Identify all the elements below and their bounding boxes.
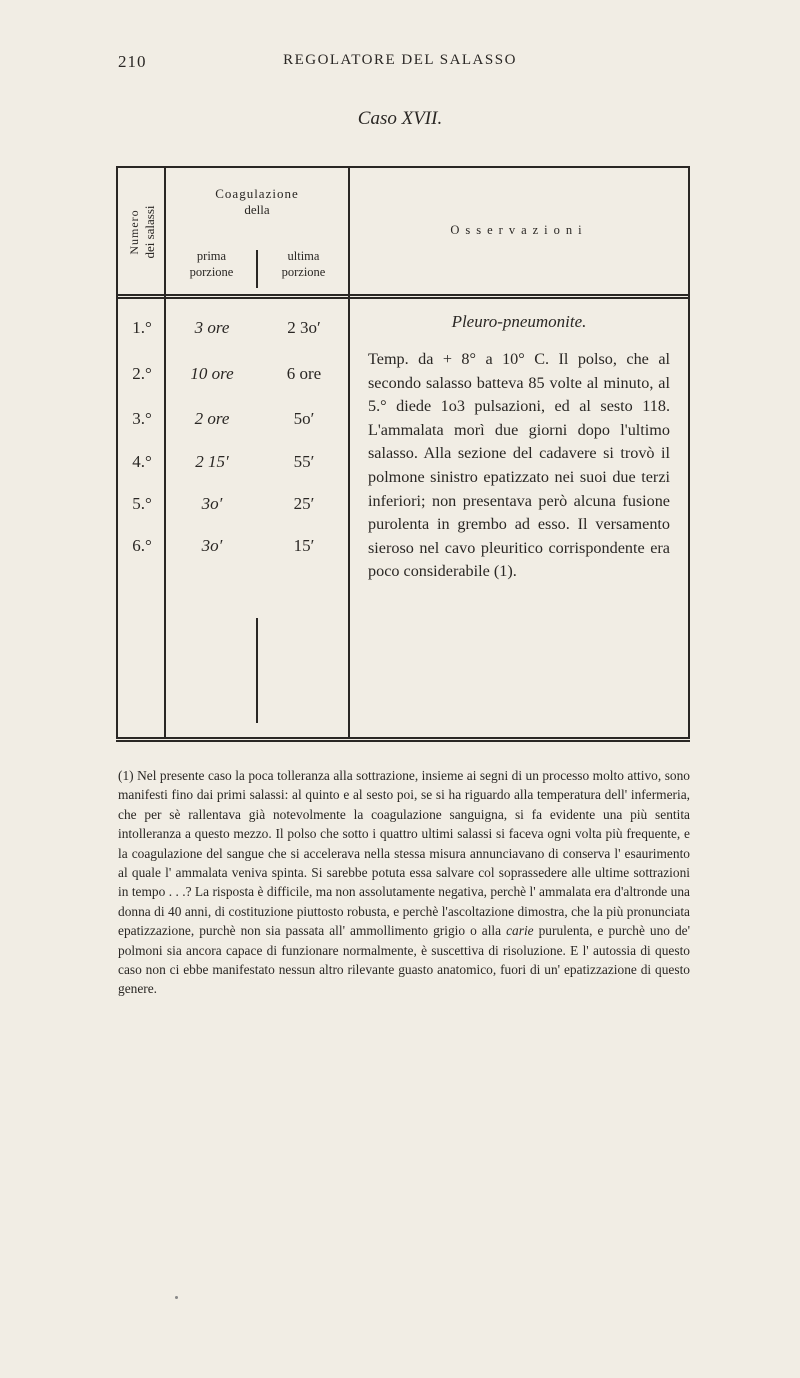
prima-porzione-header: [166, 248, 257, 280]
row-6-ultima: 15′: [293, 536, 315, 555]
ultima-porzione-header: [258, 248, 349, 280]
della-label: della: [244, 202, 270, 217]
page-speck: [175, 1296, 178, 1299]
coagulazione-header: [166, 186, 348, 218]
row-4-ultima: 55′: [293, 452, 315, 471]
running-title: REGOLATORE DEL SALASSO: [283, 52, 517, 68]
porzione-label: porzione: [189, 265, 234, 279]
column-divider-2-lower: [256, 618, 258, 723]
data-table: [116, 166, 690, 739]
porzione-label: porzione: [281, 265, 326, 279]
row-6-numero: 6.°: [132, 536, 152, 555]
numero-header: [118, 168, 166, 296]
row-1-prima: 3 ore: [194, 318, 230, 337]
row-6-prima: 3o′: [201, 536, 223, 555]
observations-text: Temp. da + 8° a 10° C. Il polso, che al secondo salasso batteva 85 volte al minuto, al 5.° diede 1o3 pulsazioni, ed al sesto 118. L'ammalata morì due giorni dopo l'ultimo salasso. Alla sezione del cadavere si trovò il polmone sinistro epatizzato nei suoi due terzi inferiori; non presentava però alcuna fusione purolenta in grembo ad esso. Il versamento sieroso nel cavo pleuritico corrispondente era poco considerabile (1).: [368, 350, 670, 581]
ultima-label: ultima: [287, 249, 320, 263]
osservazioni-header: Osservazioni: [450, 223, 588, 237]
row-4-numero: 4.°: [132, 452, 152, 471]
row-2-numero: 2.°: [132, 364, 152, 383]
footnote: [118, 766, 690, 999]
footnote-text-2: purulenta, e purchè uno de' polmoni sia ancora capace di funzionare normalmente, è suscettiva di risoluzione. E l' autossia di questo caso non ci ebbe manifestato nessun altro rilevante guasto anatomico, fuori di un' epatizzazione di questo genere.: [118, 923, 690, 997]
header-rule: [118, 294, 688, 296]
diagnosis-title: Pleuro-pneumonite.: [451, 312, 587, 331]
page-number: 210: [118, 52, 147, 71]
row-2-prima: 10 ore: [190, 364, 234, 383]
footnote-italic-word: carie: [506, 923, 534, 939]
row-3-numero: 3.°: [132, 409, 152, 428]
coagulazione-label: Coagulazione: [215, 186, 299, 201]
salassi-label: dei salassi: [142, 205, 157, 259]
page-header: [0, 52, 800, 76]
row-1-ultima: 2 3o′: [287, 318, 321, 337]
row-1-numero: 1.°: [132, 318, 152, 337]
prima-label: prima: [196, 249, 227, 263]
row-5-prima: 3o′: [201, 494, 223, 513]
header-rule-double: [118, 297, 688, 299]
footnote-text-1: (1) Nel presente caso la poca tolleranza alla sottrazione, insieme ai segni di un processo molto attivo, sono manifesti fino dai primi salassi: al quinto e al sesto poi, se si ha riguardo alla temperatura dell' infermeria, che per sè rallentava già notevolmente la coagulazione sanguigna, si fa evidente una più sentita intolleranza a questo mezzo. Il polso che sotto i quattro ultimi salassi si faceva ogni volta più frequente, e la coagulazione del sangue che si accelerava nella stessa misura annunciavano di conserva l' esaurimento al quale l' ammalata veniva spinta. Si sarebbe potuta essa salvare col soprassedere alle ultime sottrazioni in tempo . . .? La risposta è difficile, ma non assolutamente negativa, perchè l' ammalata era d'altronde una donna di 40 anni, di costituzione piuttosto robusta, e perchè l'ascoltazione dimostra, che la più pronunciata epatizzazione, purchè non sia passata all' ammollimento grigio o alla: [118, 768, 690, 939]
row-3-prima: 2 ore: [194, 409, 230, 428]
case-title: Caso XVII.: [357, 108, 443, 129]
numero-label: Numero: [127, 209, 141, 255]
row-4-prima: 2 15′: [195, 452, 229, 471]
row-5-ultima: 25′: [293, 494, 315, 513]
row-5-numero: 5.°: [132, 494, 152, 513]
row-3-ultima: 5o′: [293, 409, 315, 428]
row-2-ultima: 6 ore: [286, 364, 322, 383]
